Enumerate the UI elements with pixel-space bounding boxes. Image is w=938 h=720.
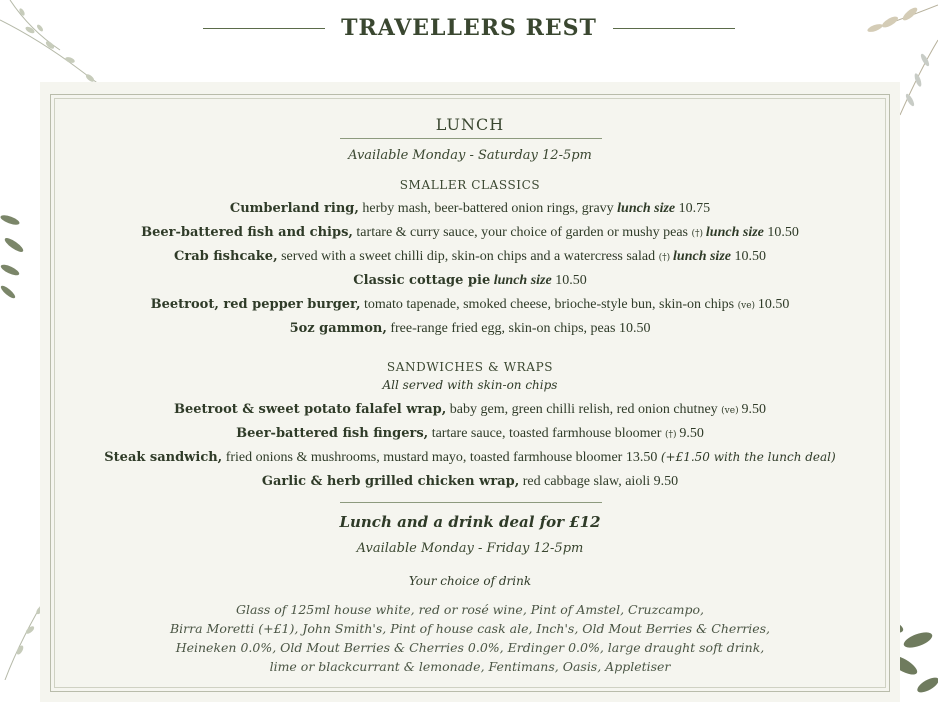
menu-item: Classic cottage pie lunch size 10.50 bbox=[353, 273, 587, 288]
header-rule-right bbox=[613, 28, 735, 29]
menu-item: Garlic & herb grilled chicken wrap, red cabbage slaw, aioli 9.50 bbox=[261, 474, 679, 489]
smaller-classics-title: SMALLER CLASSICS bbox=[399, 178, 541, 192]
page-title: TRAVELLERS REST bbox=[341, 15, 597, 41]
drink-line: Birra Moretti (+£1), John Smith's, Pint of house cask ale, Inch's, Old Mout Berries & Cherries, bbox=[169, 621, 771, 636]
lunch-title: LUNCH bbox=[435, 115, 505, 134]
drink-heading: Your choice of drink bbox=[408, 574, 532, 588]
menu-item: Crab fishcake, served with a sweet chilli dip, skin-on chips and a watercress salad (†) lunch size 10.50 bbox=[174, 249, 766, 264]
header-rule-left bbox=[203, 28, 325, 29]
deal-title: Lunch and a drink deal for £12 bbox=[339, 513, 601, 531]
lunch-title-rule bbox=[340, 138, 602, 139]
menu-item: 5oz gammon, free-range fried egg, skin-on chips, peas 10.50 bbox=[289, 321, 651, 336]
menu-item: Beetroot & sweet potato falafel wrap, baby gem, green chilli relish, red onion chutney (ve) 9.50 bbox=[174, 402, 766, 417]
sandwiches-note: All served with skin-on chips bbox=[382, 378, 558, 392]
drink-line: Glass of 125ml house white, red or rosé wine, Pint of Amstel, Cruzcampo, bbox=[236, 602, 704, 617]
page-header bbox=[0, 12, 938, 44]
lunch-availability: Available Monday - Saturday 12-5pm bbox=[348, 148, 592, 163]
deal-availability: Available Monday - Friday 12-5pm bbox=[356, 541, 584, 556]
menu-item: Cumberland ring, herby mash, beer-battered onion rings, gravy lunch size 10.75 bbox=[229, 201, 711, 216]
menu-item: Beer-battered fish fingers, tartare sauce, toasted farmhouse bloomer (†) 9.50 bbox=[236, 426, 704, 441]
sandwiches-title: SANDWICHES & WRAPS bbox=[386, 360, 554, 374]
menu-item: Beer-battered fish and chips, tartare & curry sauce, your choice of garden or mushy peas (†) lunch size 10.50 bbox=[141, 225, 799, 240]
menu-panel bbox=[40, 82, 900, 702]
menu-item: Steak sandwich, fried onions & mushrooms, mustard mayo, toasted farmhouse bloomer 13.50 (+£1.50 with the lunch deal) bbox=[104, 450, 836, 465]
foliage-left-icon bbox=[0, 200, 40, 310]
drink-line: lime or blackcurrant & lemonade, Fentimans, Oasis, Appletiser bbox=[269, 659, 671, 674]
menu-item: Beetroot, red pepper burger, tomato tapenade, smoked cheese, brioche-style bun, skin-on chips (ve) 10.50 bbox=[150, 297, 790, 312]
drink-line: Heineken 0.0%, Old Mout Berries & Cherries 0.0%, Erdinger 0.0%, large draught soft drink, bbox=[175, 640, 765, 655]
deal-rule bbox=[340, 502, 602, 503]
